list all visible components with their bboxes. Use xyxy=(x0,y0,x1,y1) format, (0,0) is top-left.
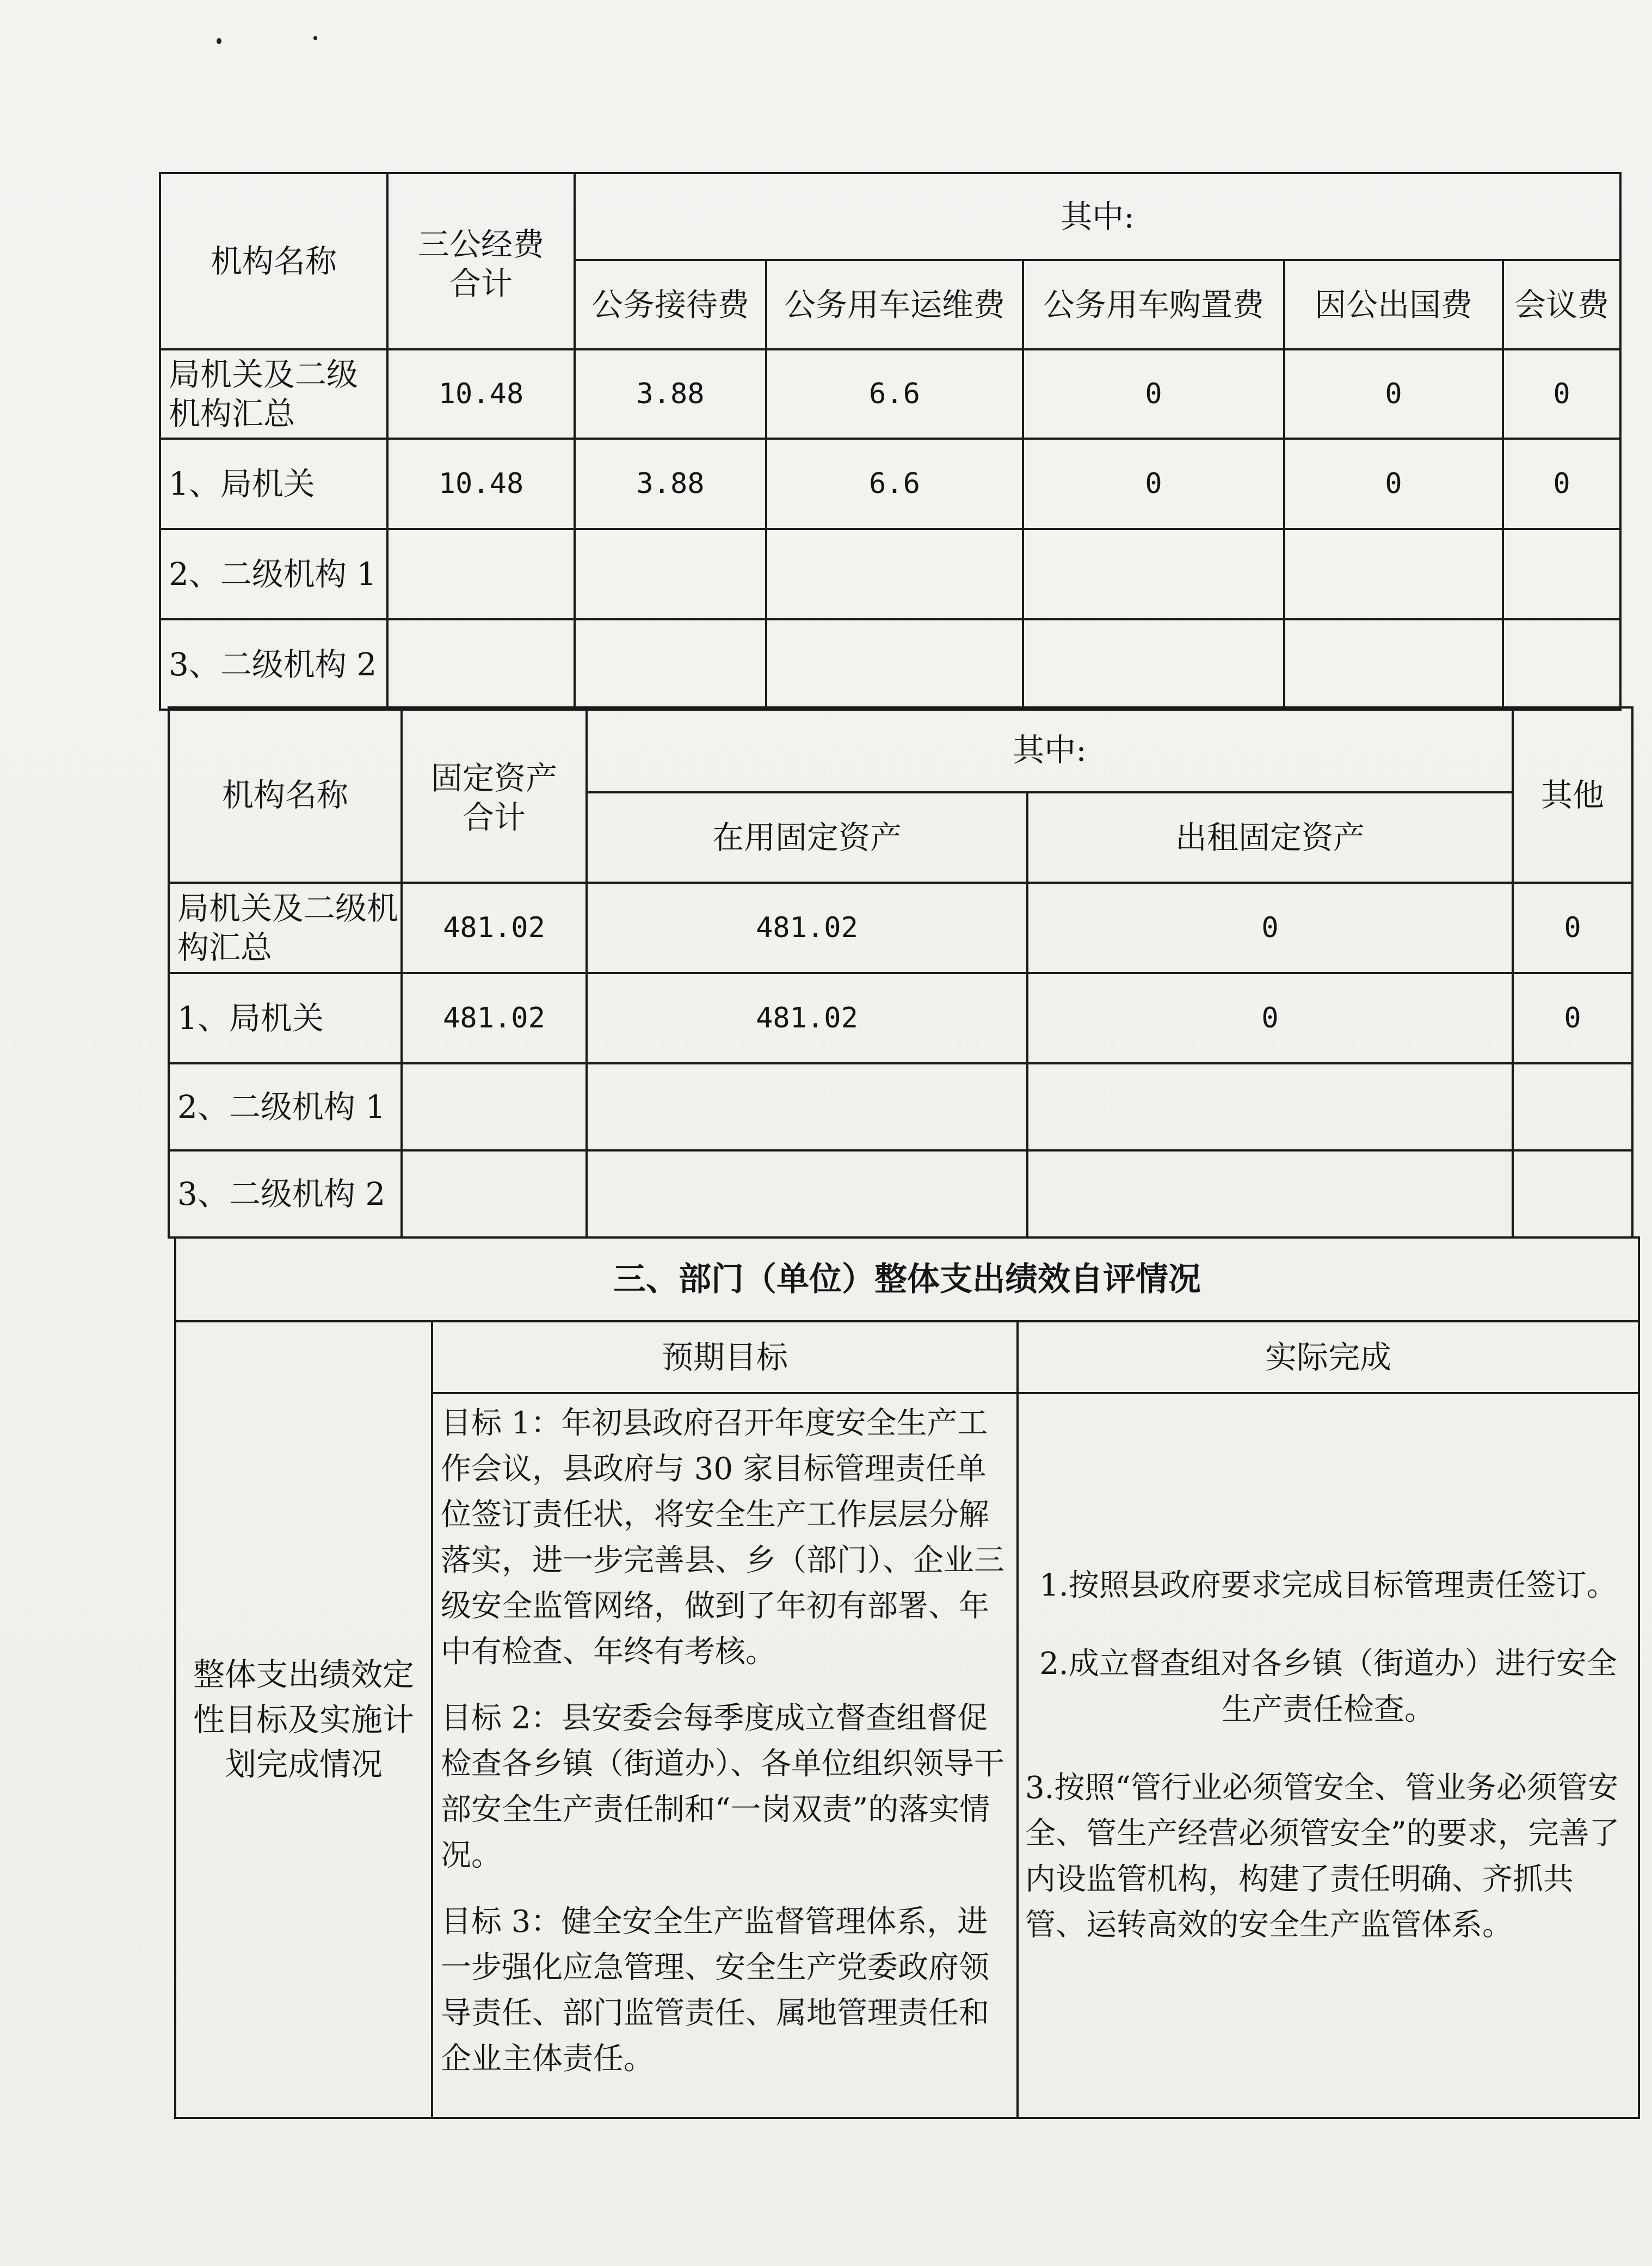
cell xyxy=(575,619,766,710)
cell xyxy=(1023,619,1284,710)
three-public-expenses-table xyxy=(159,172,1622,711)
cell: 6.6 xyxy=(766,439,1023,529)
col-header: 出租固定资产 xyxy=(1027,792,1513,883)
performance-self-evaluation-table xyxy=(174,1236,1640,2119)
table-row xyxy=(169,1063,1632,1150)
row-name: 2、二级机构 1 xyxy=(160,529,387,619)
col-header: 公务用车运维费 xyxy=(766,260,1023,349)
expected-goals-content xyxy=(432,1393,1018,2118)
total-header xyxy=(402,707,587,883)
row-total xyxy=(402,1150,587,1237)
total-header-bottom: 合计 xyxy=(449,265,513,302)
row-total xyxy=(402,1063,587,1150)
other-header: 其他 xyxy=(1513,707,1632,883)
scan-speck xyxy=(313,36,317,40)
cell: 3.88 xyxy=(575,349,766,439)
cell: 0 xyxy=(1513,973,1632,1063)
cell: 0 xyxy=(1023,439,1284,529)
row-total: 10.48 xyxy=(387,349,575,439)
row-name: 3、二级机构 2 xyxy=(169,1150,402,1237)
org-name-header: 机构名称 xyxy=(169,707,402,883)
cell xyxy=(587,1150,1027,1237)
actual-item: 3.按照“管行业必须管安全、管业务必须管安全、管生产经营必须管安全”的要求，完善了内设监管机构，构建了责任明确、齐抓共管、运转高效的安全生产监管体系。 xyxy=(1025,1770,1620,1943)
row-total: 481.02 xyxy=(402,883,587,973)
cell xyxy=(766,529,1023,619)
table-row xyxy=(160,529,1620,619)
cell: 0 xyxy=(1023,349,1284,439)
cell xyxy=(766,619,1023,710)
cell xyxy=(1513,1150,1632,1237)
total-header-top: 固定资产 xyxy=(430,759,557,797)
table-row xyxy=(160,619,1620,710)
cell xyxy=(1503,619,1620,710)
col-header: 因公出国费 xyxy=(1284,260,1503,349)
row-name: 2、二级机构 1 xyxy=(169,1063,402,1150)
row-name: 1、局机关 xyxy=(169,973,402,1063)
scan-speck xyxy=(217,38,221,44)
cell: 0 xyxy=(1503,439,1620,529)
total-header-bottom: 合计 xyxy=(462,799,526,836)
col-header: 公务用车购置费 xyxy=(1023,260,1284,349)
fixed-assets-table xyxy=(168,706,1633,1239)
row-total: 481.02 xyxy=(402,973,587,1063)
actual-item: 2.成立督查组对各乡镇（街道办）进行安全生产责任检查。 xyxy=(1039,1646,1617,1727)
cell: 0 xyxy=(1284,439,1503,529)
table-row xyxy=(160,439,1620,529)
org-name-header: 机构名称 xyxy=(160,173,387,349)
cell: 0 xyxy=(1027,973,1513,1063)
cell xyxy=(1027,1150,1513,1237)
cell xyxy=(1027,1063,1513,1150)
goal-item: 目标 2：县安委会每季度成立督查组督促检查各乡镇（街道办）、各单位组织领导干部安全生产责任制和“一岗双责”的落实情况。 xyxy=(441,1701,1004,1873)
table-row xyxy=(169,1150,1632,1237)
cell: 0 xyxy=(1513,883,1632,973)
row-name: 3、二级机构 2 xyxy=(160,619,387,710)
actual-results-content xyxy=(1018,1393,1639,2118)
total-header xyxy=(387,173,575,349)
total-header-top: 三公经费 xyxy=(417,225,544,263)
cell: 0 xyxy=(1503,349,1620,439)
cell: 6.6 xyxy=(766,349,1023,439)
row-name: 局机关及二级机构汇总 xyxy=(160,349,387,439)
qualitative-goals-label: 整体支出绩效定性目标及实施计划完成情况 xyxy=(175,1321,432,2118)
cell xyxy=(575,529,766,619)
row-total: 10.48 xyxy=(387,439,575,529)
of-which-header: 其中: xyxy=(575,173,1620,260)
expected-goals-header: 预期目标 xyxy=(432,1321,1018,1393)
cell: 481.02 xyxy=(587,883,1027,973)
col-header: 在用固定资产 xyxy=(587,792,1027,883)
cell xyxy=(1023,529,1284,619)
cell xyxy=(1513,1063,1632,1150)
goal-item: 目标 3：健全安全生产监督管理体系，进一步强化应急管理、安全生产党委政府领导责任、部门监管责任、属地管理责任和企业主体责任。 xyxy=(441,1904,989,2077)
row-total xyxy=(387,529,575,619)
cell xyxy=(587,1063,1027,1150)
col-header: 公务接待费 xyxy=(575,260,766,349)
goal-item: 目标 1：年初县政府召开年度安全生产工作会议，县政府与 30 家目标管理责任单位签订责任状，将安全生产工作层层分解落实，进一步完善县、乡（部门）、企业三级安全监管网络，做到了年初有部署、年中有检查、年终有考核。 xyxy=(441,1406,1004,1670)
row-name: 局机关及二级机构汇总 xyxy=(169,883,402,973)
table-row xyxy=(169,973,1632,1063)
cell: 0 xyxy=(1027,883,1513,973)
cell xyxy=(1284,619,1503,710)
row-total xyxy=(387,619,575,710)
cell: 3.88 xyxy=(575,439,766,529)
section-title: 三、部门（单位）整体支出绩效自评情况 xyxy=(175,1237,1639,1321)
col-header: 会议费 xyxy=(1503,260,1620,349)
table-row xyxy=(160,349,1620,439)
cell: 0 xyxy=(1284,349,1503,439)
cell xyxy=(1503,529,1620,619)
cell xyxy=(1284,529,1503,619)
row-name: 1、局机关 xyxy=(160,439,387,529)
actual-results-header: 实际完成 xyxy=(1018,1321,1639,1393)
table-row xyxy=(169,883,1632,973)
of-which-header: 其中: xyxy=(587,707,1513,792)
cell: 481.02 xyxy=(587,973,1027,1063)
actual-item: 1.按照县政府要求完成目标管理责任签订。 xyxy=(1039,1568,1617,1603)
